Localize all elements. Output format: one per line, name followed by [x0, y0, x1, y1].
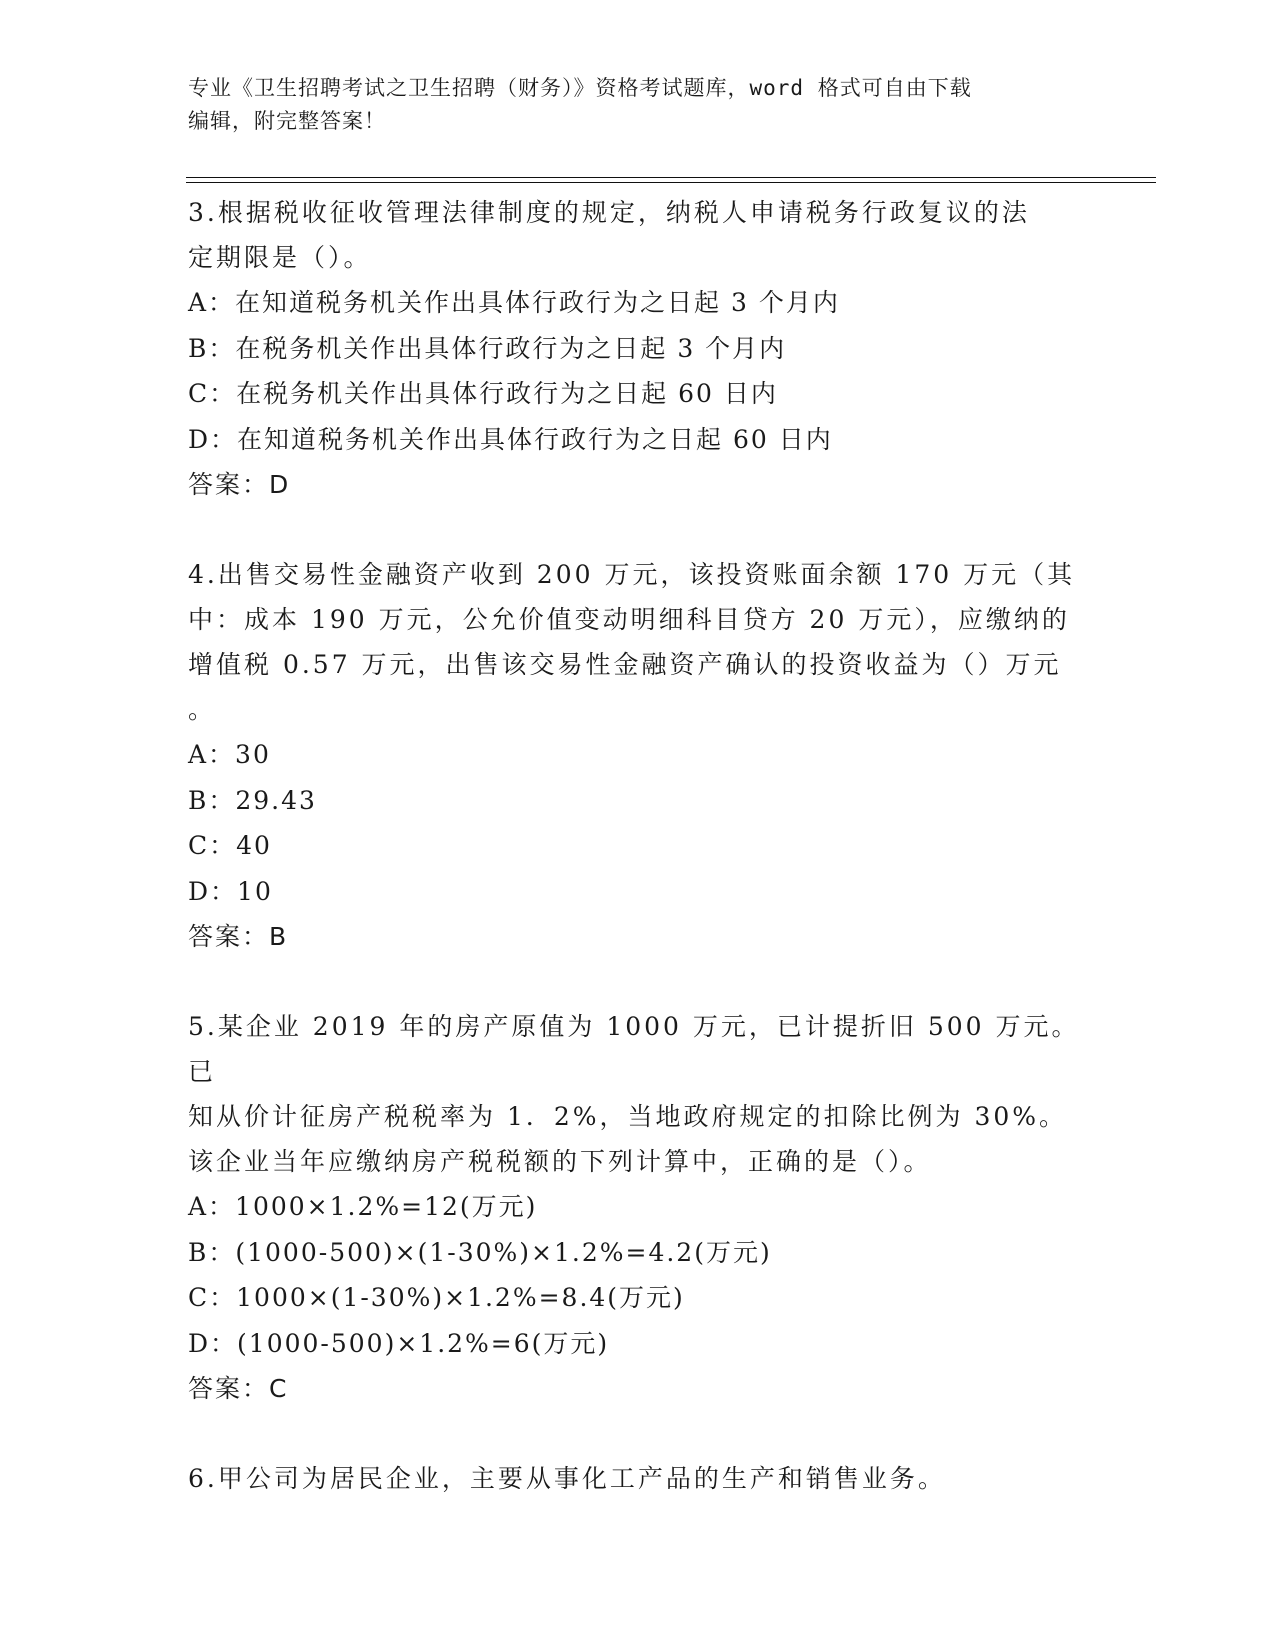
answer: 答案：B	[188, 922, 289, 951]
question-6	[188, 1456, 1088, 1501]
option-b: B：(1000-500)×(1-30%)×1.2%=4.2(万元)	[188, 1237, 772, 1267]
question-stem-line: 4.出售交易性金融资产收到 200 万元，该投资账面余额 170 万元（其	[188, 560, 1076, 589]
question-4	[188, 552, 1088, 959]
option-c: C：40	[188, 831, 272, 860]
header-divider-top	[186, 177, 1156, 178]
option-d: D：10	[188, 876, 273, 906]
question-stem-line: 中：成本 190 万元，公允价值变动明细科目贷方 20 万元），应缴纳的	[188, 605, 1070, 634]
answer: 答案：D	[188, 470, 291, 499]
spacer	[188, 959, 1088, 1004]
option-a: A：1000×1.2%=12(万元)	[188, 1192, 538, 1221]
header-line-1: 专业《卫生招聘考试之卫生招聘（财务）》资格考试题库，word 格式可自由下载	[188, 76, 972, 100]
question-5	[188, 1004, 1088, 1411]
question-stem-line: 。	[188, 695, 217, 724]
spacer	[188, 507, 1088, 552]
question-stem-line: 增值税 0.57 万元，出售该交易性金融资产确认的投资收益为（）万元	[188, 650, 1062, 679]
header-line-2: 编辑，附完整答案！	[188, 109, 386, 133]
question-stem-line: 知从价计征房产税税率为 1．2%，当地政府规定的扣除比例为 30%。	[188, 1102, 1068, 1131]
document-header	[188, 72, 1068, 138]
option-d: D：(1000-500)×1.2%=6(万元)	[188, 1328, 610, 1358]
question-stem-line: 5.某企业 2019 年的房产原值为 1000 万元，已计提折旧 500 万元。已	[188, 1012, 1080, 1086]
header-divider-bottom	[186, 182, 1156, 183]
option-d: D：在知道税务机关作出具体行政行为之日起 60 日内	[188, 424, 833, 454]
question-stem-line: 3.根据税收征收管理法律制度的规定，纳税人申请税务行政复议的法	[188, 198, 1030, 227]
question-stem-line: 该企业当年应缴纳房产税税额的下列计算中，正确的是（）。	[188, 1147, 932, 1176]
spacer	[188, 1411, 1088, 1456]
option-b: B：在税务机关作出具体行政行为之日起 3 个月内	[188, 333, 787, 363]
option-b: B：29.43	[188, 785, 317, 815]
question-list	[188, 190, 1088, 1501]
question-stem-line: 6.甲公司为居民企业，主要从事化工产品的生产和销售业务。	[188, 1464, 946, 1493]
option-c: C：在税务机关作出具体行政行为之日起 60 日内	[188, 379, 778, 408]
option-a: A：在知道税务机关作出具体行政行为之日起 3 个月内	[188, 288, 840, 317]
question-3	[188, 190, 1088, 507]
option-c: C：1000×(1-30%)×1.2%=8.4(万元)	[188, 1283, 685, 1312]
question-stem-line: 定期限是（）。	[188, 243, 372, 272]
option-a: A：30	[188, 740, 271, 769]
answer: 答案：C	[188, 1374, 289, 1403]
